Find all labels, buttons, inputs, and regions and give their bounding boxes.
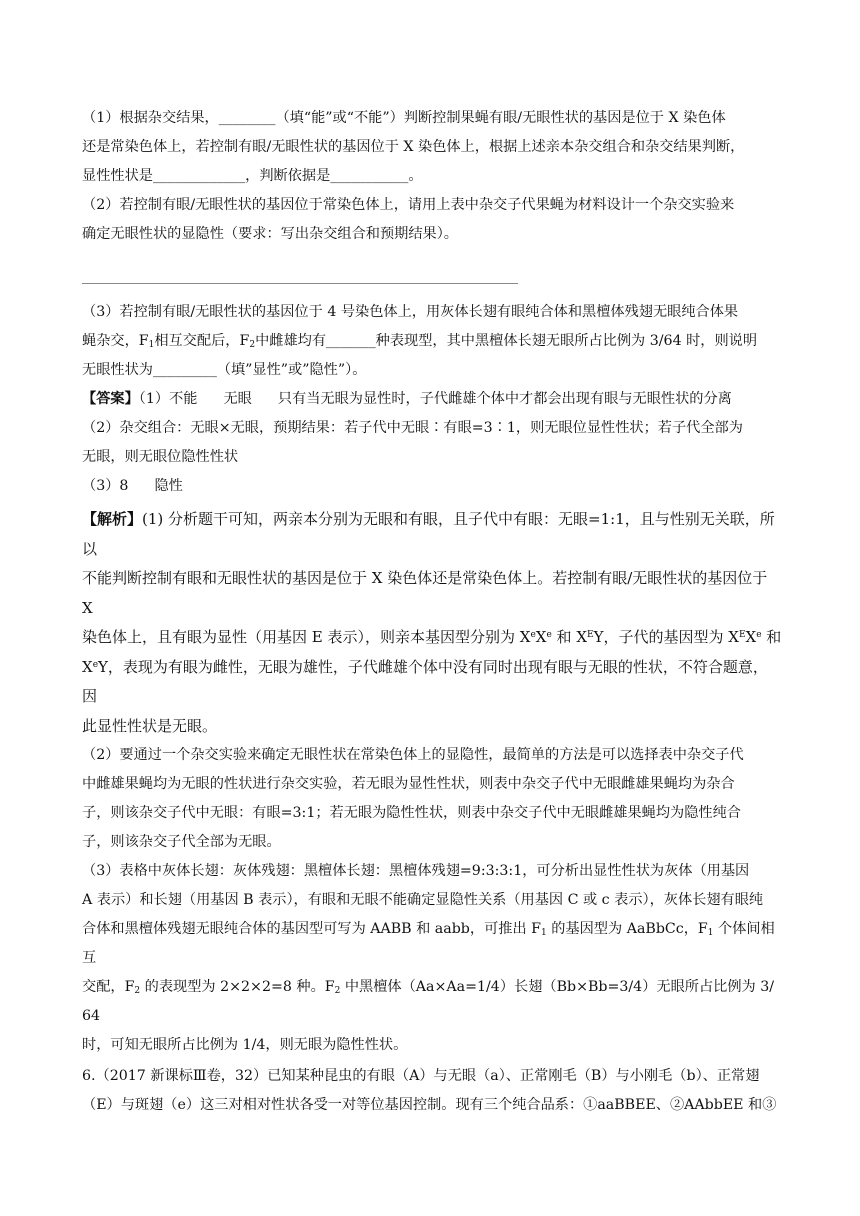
superscript: e <box>756 630 762 640</box>
subscript: 1 <box>707 928 714 938</box>
superscript: e <box>546 630 552 640</box>
superscript: E <box>587 630 594 640</box>
answer-line-4 <box>82 472 782 501</box>
analysis-text: 个体间相互 <box>82 921 775 966</box>
analysis-text: 和 <box>761 628 782 646</box>
question-3-line-3: 无眼性状为_________（填”显性”或”隐性”）。 <box>82 362 367 378</box>
analysis-text: 染色体上，且有眼为显性（用基因 E 表示），则亲本基因型分别为 X <box>82 628 531 646</box>
analysis-line-3 <box>82 623 782 653</box>
question-2 <box>82 191 782 284</box>
question-3 <box>82 298 782 385</box>
analysis-text: 合体和黑檀体残翅无眼纯合体的基因型可写为 AABB 和 aabb，可推出 F <box>82 921 541 937</box>
analysis-line-1 <box>82 505 782 564</box>
analysis-part-2 <box>82 741 782 857</box>
question-6 <box>82 1062 782 1120</box>
analysis-p3-line-1: （3）表格中灰体长翅：灰体残翅：黑檀体长翅：黑檀体残翅=9:3:3:1，可分析出显性性状为灰体（用基因 <box>82 863 750 879</box>
subscript: 2 <box>334 986 341 996</box>
analysis-text: X <box>82 657 93 676</box>
analysis-text: X <box>745 628 757 646</box>
q3-text: 相互交配后，F <box>154 333 250 349</box>
analysis-line-4 <box>82 653 782 712</box>
question-3-line-2 <box>82 327 782 356</box>
analysis-p2-line-4: 子，则该杂交子代全部为无眼。 <box>82 834 281 850</box>
answer-text: 只有当无眼为显性时，子代雌雄个体中才都会出现有眼与无眼性状的分离 <box>277 391 732 407</box>
analysis-line-2: 不能判断控制有眼和无眼性状的基因是位于 X 染色体还是常染色体上。若控制有眼/无眼性状的基因位于 X <box>82 569 768 617</box>
subscript: 2 <box>249 340 256 350</box>
q3-text: 中雌雄均有_______种表现型，其中黑檀体长翅无眼所占比例为 3/64 时，则说明 <box>255 333 758 349</box>
analysis-part-3 <box>82 857 782 1060</box>
superscript: e <box>92 659 99 670</box>
question-6-line-2: （E）与斑翅（e）这三对相对性状各受一对等位基因控制。现有三个纯合品系：①aaBBEE、②AAbbEE 和③ <box>82 1097 777 1113</box>
analysis-text: (1) 分析题干可知，两亲本分别为无眼和有眼，且子代中有眼：无眼=1:1，且与性别无关联，所以 <box>82 510 775 558</box>
analysis-p2-line-1: （2）要通过一个杂交实验来确定无眼性状在常染色体上的显隐性，最简单的方法是可以选择表中杂交子代 <box>82 747 744 763</box>
analysis-text: 和 X <box>551 628 587 646</box>
superscript: e <box>530 630 536 640</box>
analysis-text: 中黑檀体（Aa×Aa=1/4）长翅（Bb×Bb=3/4）无眼所占比例为 3/64 <box>82 979 775 1024</box>
answer-line-3: 无眼，则无眼位隐性性状 <box>82 449 239 465</box>
answer-blank-line <box>82 283 518 284</box>
analysis-line-5: 此显性性状是无眼。 <box>82 716 218 735</box>
analysis-p2-line-3: 子，则该杂交子代中无眼：有眼=3:1；若无眼为隐性性状，则表中杂交子代中无眼雌雄果蝇均为隐性纯合 <box>82 805 741 821</box>
analysis-p2-line-2: 中雌雄果蝇均为无眼的性状进行杂交实验，若无眼为显性性状，则表中杂交子代中无眼雌雄果蝇均为杂合 <box>82 776 735 792</box>
subscript: 1 <box>541 928 547 938</box>
question-1 <box>82 104 782 191</box>
question-1-line-2: 还是常染色体上，若控制有眼/无眼性状的基因位于 X 染色体上，根据上述亲本杂交组合和杂交结果判断， <box>82 139 745 155</box>
superscript: E <box>738 630 746 640</box>
answer-text: （3）8 <box>82 478 129 494</box>
answer-text: 无眼 <box>223 391 252 407</box>
analysis-text: 的基因型为 AaBbCc，F <box>546 921 708 937</box>
answer-text: 隐性 <box>154 478 183 494</box>
analysis-p3-line-5: 时，可知无眼所占比例为 1/4，则无眼为隐性性状。 <box>82 1037 408 1053</box>
question-1-line-1: （1）根据杂交结果，________（填“能”或“不能”）判断控制果蝇有眼/无眼性状的基因是位于 X 染色体 <box>82 110 726 126</box>
subscript: 1 <box>148 340 155 350</box>
analysis-tag: 【解析】 <box>82 510 143 528</box>
analysis-p3-line-4 <box>82 973 782 1031</box>
answer-line-1 <box>82 385 782 414</box>
question-2-line-2: 确定无眼性状的显隐性（要求：写出杂交组合和预期结果）。 <box>82 226 458 242</box>
analysis-text: 的表现型为 2×2×2=8 种。F <box>140 979 335 995</box>
question-1-line-3: 显性性状是_____________，判断依据是___________。 <box>82 168 423 184</box>
question-2-line-1: （2）若控制有眼/无眼性状的基因位于常染色体上，请用上表中杂交子代果蝇为材料设计一个杂交实验来 <box>82 197 735 213</box>
answer-section <box>82 385 782 501</box>
subscript: 2 <box>134 986 141 996</box>
answer-tag: 【答案】 <box>82 391 139 407</box>
q3-text: 蝇杂交，F <box>82 333 149 349</box>
analysis-p3-line-2: A 表示）和长翅（用基因 B 表示），有眼和无眼不能确定显隐性关系（用基因 C 或 c 表示），灰体长翅有眼纯 <box>82 892 764 908</box>
question-3-line-1: （3）若控制有眼/无眼性状的基因位于 4 号染色体上，用灰体长翅有眼纯合体和黑檀体残翅无眼纯合体果 <box>82 304 739 320</box>
analysis-text: Y，子代的基因型为 X <box>593 628 739 646</box>
analysis-text: Y，表现为有眼为雌性，无眼为雄性，子代雌雄个体中没有同时出现有眼与无眼的性状，不符合题意，因 <box>82 657 768 705</box>
document-body <box>82 104 782 1120</box>
analysis-text: X <box>535 628 547 646</box>
analysis-section <box>82 505 782 741</box>
analysis-p3-line-3 <box>82 915 782 973</box>
analysis-text: 交配，F <box>82 979 135 995</box>
answer-line-2: （2）杂交组合：无眼×无眼，预期结果：若子代中无眼∶有眼=3∶1，则无眼位显性性状；若子代全部为 <box>82 420 743 436</box>
answer-text: （1）不能 <box>138 391 198 407</box>
question-6-line-1: 6.（2017 新课标Ⅲ卷，32）已知某种昆虫的有眼（A）与无眼（a）、正常刚毛（B）与小刚毛（b）、正常翅 <box>82 1068 760 1084</box>
